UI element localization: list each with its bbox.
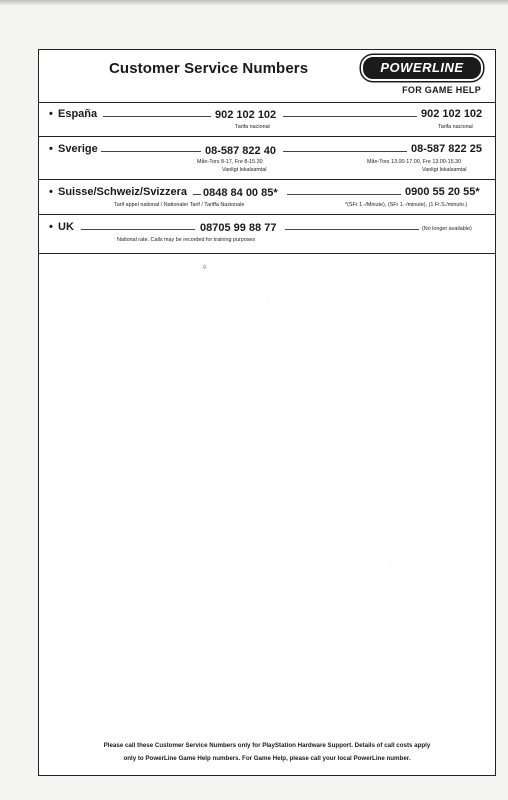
bullet-icon: • (49, 143, 53, 155)
phone-number: 902 102 102 (215, 109, 277, 121)
service-numbers-panel (38, 49, 496, 776)
country-row-espana (39, 102, 495, 136)
availability-note: (No longer available) (422, 226, 472, 232)
tariff-note-secondary: Vanligt lokalsamtal (422, 167, 467, 173)
country-name: España (58, 108, 98, 120)
country-name: UK (58, 221, 74, 233)
panel-header (39, 50, 495, 102)
tariff-note: Tarif appel national / Nationaler Tarif / Tariffa Nazionale (114, 202, 245, 208)
powerline-logo: POWERLINE (361, 55, 483, 81)
page-title: Customer Service Numbers (109, 60, 309, 77)
tariff-note-secondary: Tarifa nacional (438, 124, 473, 130)
rate-note: National rate. Calls may be recorded for training purposes (117, 237, 256, 243)
leader-line (101, 151, 201, 152)
bullet-icon: • (49, 186, 53, 198)
support-disclaimer (39, 739, 495, 765)
country-row-uk (39, 214, 495, 254)
game-help-label: FOR GAME HELP (402, 85, 481, 95)
disclaimer-line: Please call these Customer Service Numbers only for PlayStation Hardware Support. Details of call costs apply (103, 742, 431, 749)
leader-line (285, 229, 419, 230)
country-row-sverige (39, 136, 495, 179)
print-speck: · (267, 296, 269, 302)
leader-line (283, 151, 407, 152)
phone-number: 08705 99 88 77 (200, 222, 277, 234)
country-row-switzerland (39, 179, 495, 214)
leader-line (287, 194, 401, 195)
tariff-note: Tarifa nacional (235, 124, 270, 130)
leader-line (193, 194, 201, 195)
print-speck: · (390, 563, 392, 569)
phone-number: 0848 84 00 85* (203, 187, 278, 199)
country-name: Suisse/Schweiz/Svizzera (58, 186, 188, 198)
leader-line (283, 116, 417, 117)
disclaimer-line: only to PowerLine Game Help numbers. For Game Help, please call your local PowerLine number. (123, 755, 411, 762)
phone-number-secondary: 902 102 102 (421, 108, 483, 120)
phone-number-secondary: 08-587 822 25 (411, 143, 482, 155)
page-top-edge (0, 0, 508, 6)
bullet-icon: • (49, 221, 53, 233)
print-speck: ✲ (202, 265, 208, 271)
bullet-icon: • (49, 108, 53, 120)
leader-line (103, 116, 211, 117)
tariff-note: Vanligt lokalsamtal (222, 167, 267, 173)
rate-note-secondary: *(SFr 1.-/Minute), (SFr 1.-/minute), (1 Fr.S./minuto.) (345, 202, 468, 208)
phone-number: 08-587 822 40 (205, 145, 276, 157)
country-name: Sverige (58, 143, 98, 155)
phone-number-secondary: 0900 55 20 55* (405, 186, 480, 198)
leader-line (81, 229, 195, 230)
hours-note-secondary: Mån-Tors 13.00-17.00, Fre 13.00-15.30 (367, 159, 462, 165)
hours-note: Mån-Tors 8-17, Fre 8-15.30 (197, 159, 263, 165)
